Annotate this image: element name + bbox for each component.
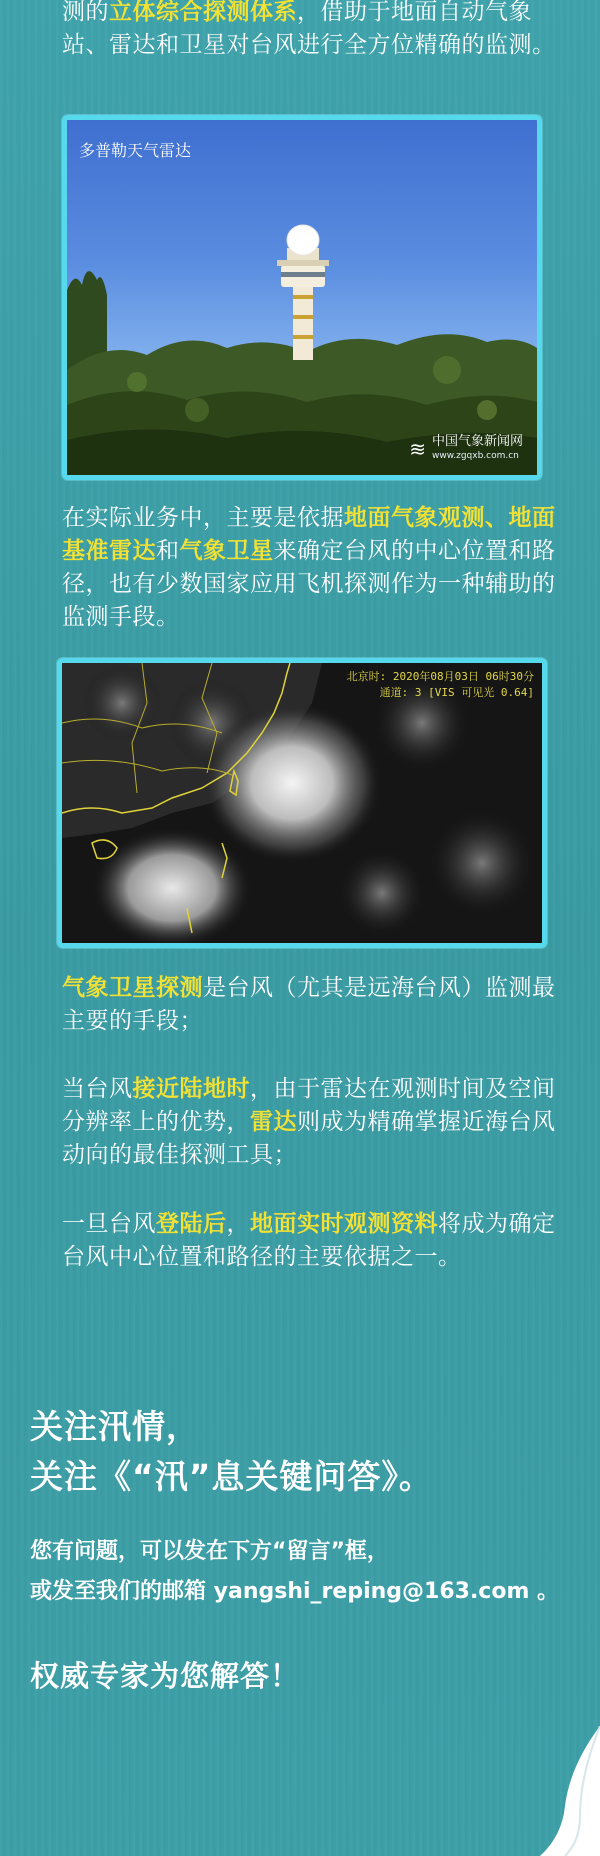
p4-text-1: 当台风 [62, 1076, 133, 1102]
p2-text-3: 来确定台风的中心位置和路径，也有少数国家应用飞机探测作为一种辅助的监测手段。 [62, 538, 556, 630]
p4-text-3: 则成为精确掌握近海台风动向的最佳探测工具； [62, 1109, 556, 1168]
paragraph-radar [62, 1073, 562, 1172]
satellite-image [57, 658, 547, 948]
satellite-stamp-channel: 通道: 3 [VIS 可见光 0.64] [379, 686, 534, 699]
p3-text-1: 是台风（尤其是远海台风）监测最主要的手段； [62, 975, 556, 1034]
watermark [409, 435, 523, 463]
p2-text-2: 和 [156, 538, 180, 564]
p2-text-1: 在实际业务中，主要是依据 [62, 505, 344, 531]
paragraph-landfall [62, 1208, 562, 1274]
p2-highlight-2: 气象卫星 [179, 538, 274, 564]
p5-highlight-1: 登陆后 [156, 1211, 227, 1237]
watermark-url: www.zgqxb.com.cn [431, 451, 519, 461]
satellite-timestamp [347, 669, 534, 701]
p4-text-2: ，由于雷达在观测时间及空间分辨率上的优势， [62, 1076, 556, 1135]
satellite-cloud-map [62, 663, 542, 943]
p5-text-3: 将成为确定台风中心位置和路径的主要依据之一。 [62, 1211, 556, 1270]
p4-highlight-1: 接近陆地时 [132, 1076, 250, 1102]
page-curl-decoration [510, 1726, 600, 1856]
p5-text-1: 一旦台风 [62, 1211, 156, 1237]
paragraph-observation-methods [62, 502, 562, 634]
intro-text-prefix: 测的 [62, 0, 109, 25]
radar-scene-illustration [67, 120, 537, 475]
intro-text-suffix: ，借助于地面自动气象站、雷达和卫星对台风进行全方位精确的监测。 [62, 0, 556, 58]
watermark-name: 中国气象新闻网 [431, 434, 523, 449]
p3-highlight-1: 气象卫星探测 [62, 975, 203, 1001]
photo-caption: 多普勒天气雷达 [79, 141, 192, 160]
p5-text-2: ， [226, 1211, 250, 1237]
footer-contact-line1: 您有问题，可以发在下方“留言”框， [30, 1539, 389, 1564]
paragraph-satellite [62, 972, 562, 1038]
footer-closing: 权威专家为您解答！ [30, 1659, 301, 1693]
p5-highlight-2: 地面实时观测资料 [250, 1211, 438, 1237]
footer-contact-line2: 或发至我们的邮箱 yangshi_reping@163.com 。 [30, 1579, 560, 1604]
p2-highlight-1: 地面气象观测、地面基准雷达 [62, 505, 556, 564]
p4-highlight-2: 雷达 [250, 1109, 297, 1135]
footer-title-line2: 关注《“汛”息关键问答》。 [30, 1457, 433, 1496]
intro-paragraph [62, 0, 562, 62]
radar-photo [62, 115, 542, 480]
footer-title-line1: 关注汛情， [30, 1407, 200, 1446]
intro-highlight: 立体综合探测体系 [109, 0, 297, 25]
wave-logo-icon: ≋ [409, 437, 426, 461]
watermark-text [432, 435, 523, 463]
satellite-stamp-time: 北京时: 2020年08月03日 06时30分 [346, 670, 534, 683]
